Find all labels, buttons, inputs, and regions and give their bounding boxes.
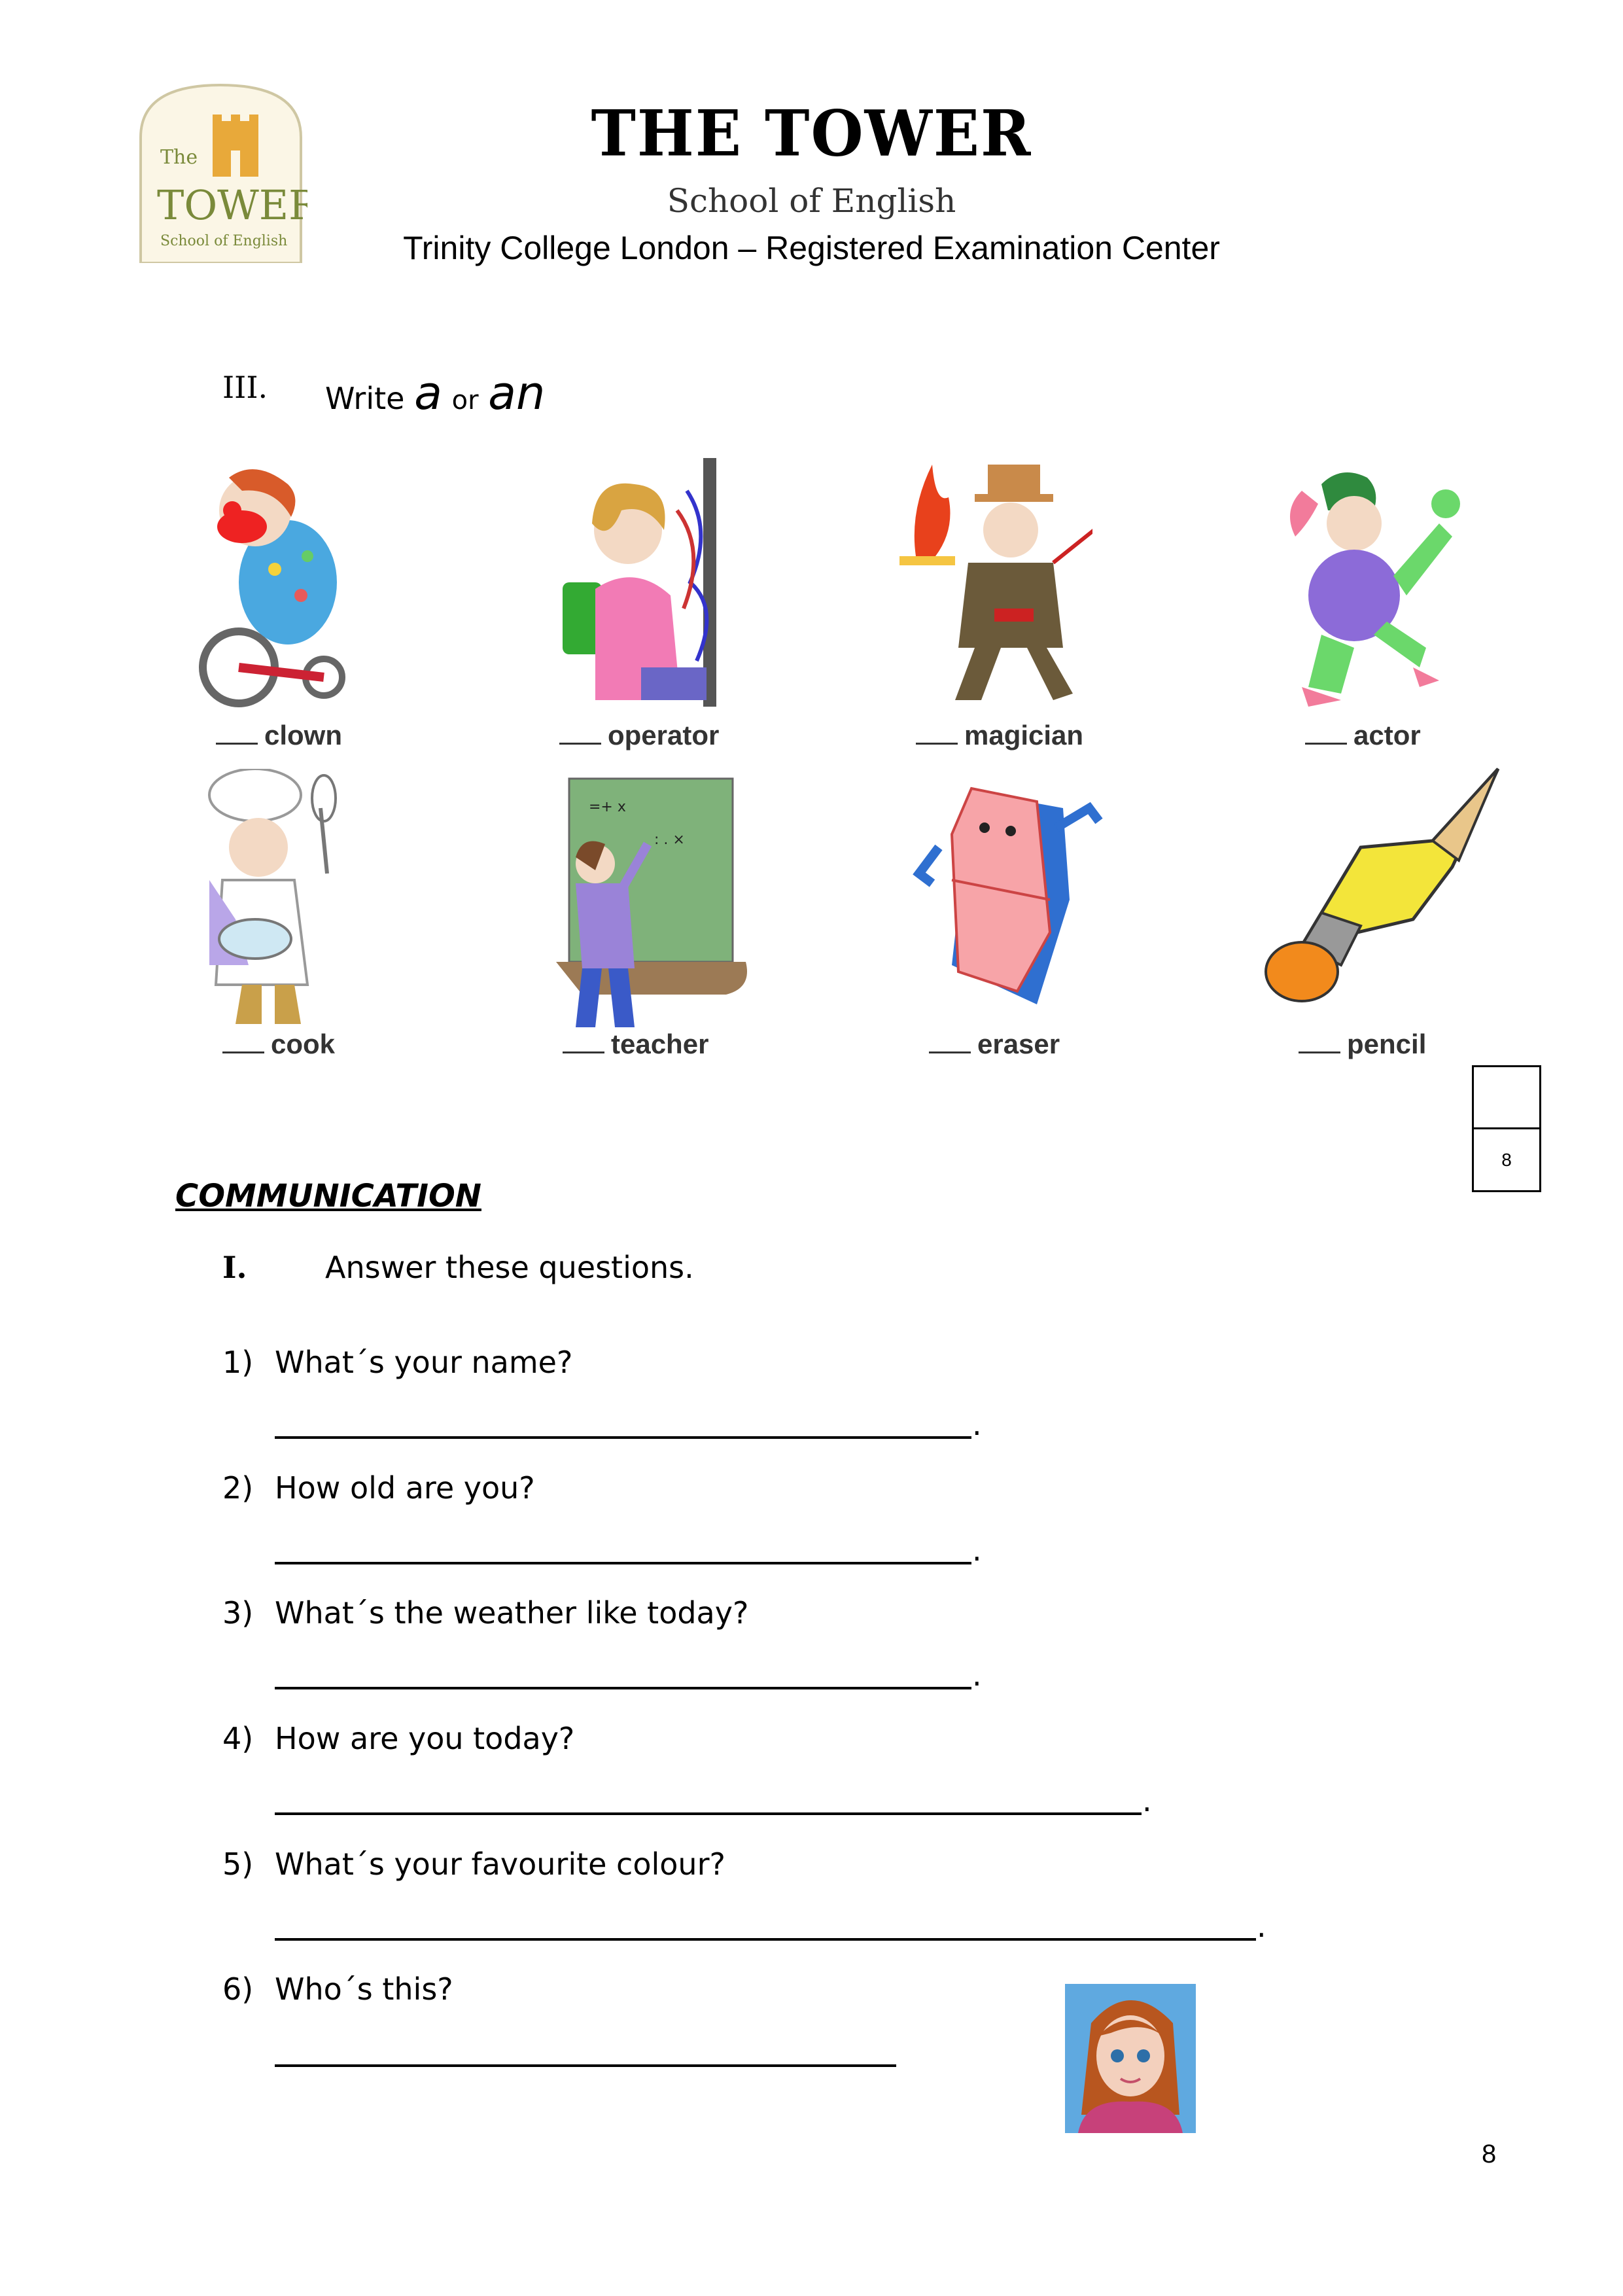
answer-blank[interactable]	[1299, 1051, 1340, 1053]
character-portrait-icon	[1065, 1984, 1196, 2133]
question-item: 2) How old are you?	[222, 1470, 535, 1506]
word-item: teacher	[563, 1029, 708, 1060]
period-mark: .	[1257, 1909, 1266, 1944]
instruction-or: or	[451, 385, 479, 415]
switchboard-operator-icon	[556, 451, 752, 713]
answer-blank[interactable]	[563, 1051, 604, 1053]
article-an: an	[488, 366, 546, 420]
svg-text:: . ×: : . ×	[654, 832, 685, 848]
word-item: magician	[916, 720, 1083, 751]
exercise-instruction	[325, 366, 545, 420]
word-item: pencil	[1299, 1029, 1426, 1060]
score-max: 8	[1501, 1150, 1512, 1170]
period-mark: .	[972, 1657, 982, 1693]
teacher-at-blackboard-icon	[556, 772, 752, 1034]
logo-sub-text: School of English	[160, 233, 288, 249]
logo-the-text: The	[160, 146, 198, 169]
instruction-prefix: Write	[325, 381, 405, 416]
magician-icon	[896, 451, 1092, 713]
answer-line[interactable]	[275, 1562, 971, 1564]
svg-text:=+ x: =+ x	[589, 799, 626, 815]
logo-tower-text: TOWER	[157, 181, 307, 229]
clown-on-tricycle-icon	[177, 451, 373, 713]
answer-line[interactable]	[275, 2064, 896, 2067]
exercise-number: III.	[222, 370, 268, 405]
answer-blank[interactable]	[559, 743, 601, 745]
actor-icon	[1282, 451, 1478, 713]
answer-blank[interactable]	[1305, 743, 1347, 745]
period-mark: .	[972, 1532, 982, 1568]
answer-line[interactable]	[275, 1938, 1256, 1941]
word-item: operator	[559, 720, 719, 751]
eraser-character-icon	[913, 769, 1109, 1031]
word-item: actor	[1305, 720, 1421, 751]
question-item: 1) What´s your name?	[222, 1345, 573, 1380]
brand-title: THE TOWER	[591, 96, 1032, 171]
question-item: 5) What´s your favourite colour?	[222, 1846, 725, 1882]
section-title: COMMUNICATION	[175, 1178, 481, 1214]
brand-subtitle: School of English	[667, 182, 956, 220]
period-mark: .	[972, 1407, 982, 1442]
word-item: cook	[222, 1029, 335, 1060]
chef-icon	[196, 769, 393, 1031]
question-item: 4) How are you today?	[222, 1721, 575, 1756]
answer-blank[interactable]	[916, 743, 958, 745]
score-entry-cell[interactable]	[1474, 1067, 1539, 1129]
exercise-number: I.	[222, 1250, 247, 1285]
exam-center-line: Trinity College London – Registered Examination Center	[403, 230, 1220, 266]
exercise-instruction: Answer these questions.	[325, 1250, 694, 1285]
question-item: 3) What´s the weather like today?	[222, 1595, 749, 1631]
article-a: a	[414, 366, 442, 420]
pencil-icon	[1263, 762, 1511, 1024]
word-item: clown	[216, 720, 342, 751]
word-item: eraser	[929, 1029, 1060, 1060]
answer-blank[interactable]	[216, 743, 258, 745]
question-item: 6) Who´s this?	[222, 1971, 453, 2007]
answer-blank[interactable]	[222, 1051, 264, 1053]
answer-blank[interactable]	[929, 1051, 971, 1053]
page-number: 8	[1482, 2140, 1497, 2168]
answer-line[interactable]	[275, 1687, 971, 1689]
answer-line[interactable]	[275, 1436, 971, 1439]
answer-line[interactable]	[275, 1812, 1142, 1815]
score-box	[1472, 1065, 1541, 1192]
period-mark: .	[1142, 1783, 1152, 1818]
